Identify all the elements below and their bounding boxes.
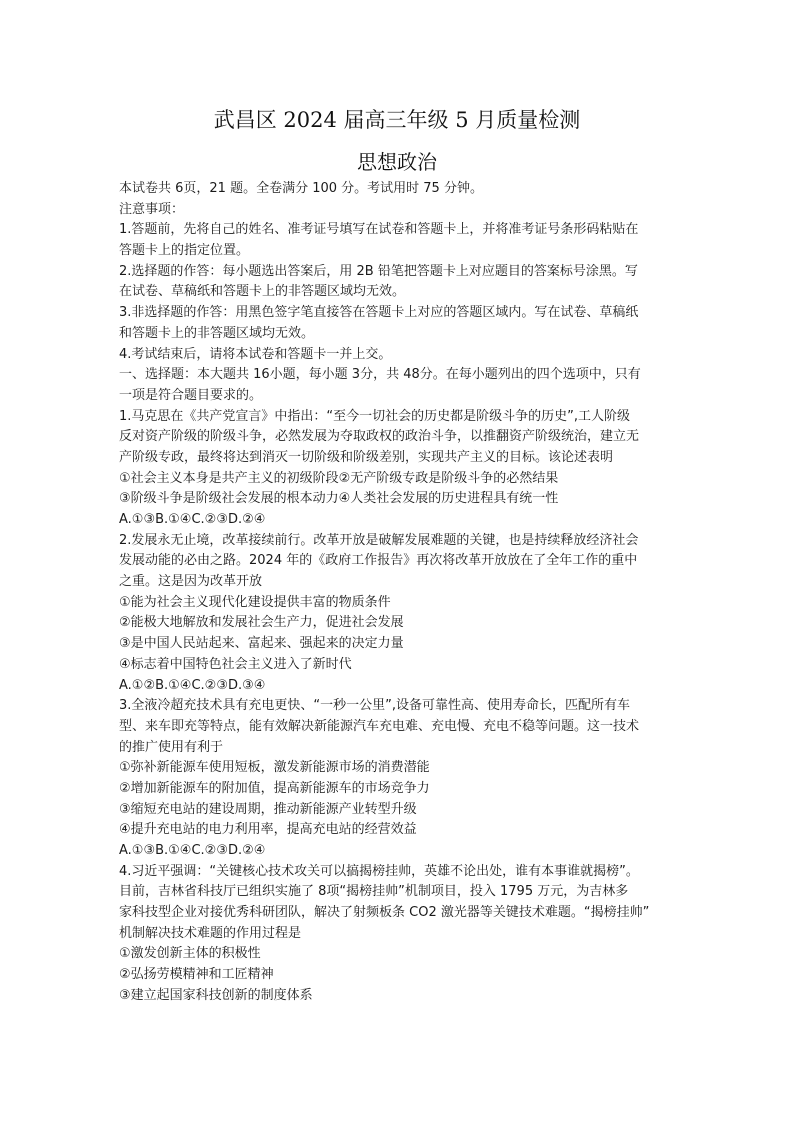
question-3-option: ③缩短充电站的建设周期，推动新能源产业转型升级 [119, 801, 417, 817]
section-heading: 一项是符合题目要求的。 [119, 387, 263, 403]
section-heading: 一、选择题：本大题共 16小题，每小题 3分，共 48分。在每小题列出的四个选项中，只有 [119, 367, 641, 383]
question-1-options: ①社会主义本身是共产主义的初级阶段②无产阶级专政是阶级斗争的必然结果 [119, 470, 559, 486]
question-3-option: ④提升充电站的电力利用率，提高充电站的经营效益 [119, 822, 417, 838]
subject-title: 思想政治 [357, 150, 437, 174]
question-2-option: ①能为社会主义现代化建设提供丰富的物质条件 [119, 594, 391, 610]
exam-info: 本试卷共 6页，21 题。全卷满分 100 分。考试用时 75 分钟。 [119, 181, 483, 196]
question-2-stem: 之重。这是因为改革开放 [119, 574, 263, 590]
question-2-option: ②能极大地解放和发展社会生产力，促进社会发展 [119, 615, 404, 631]
question-2-option: ④标志着中国特色社会主义进入了新时代 [119, 656, 352, 672]
notice-item: 答题卡上的指定位置。 [119, 243, 250, 259]
question-1-stem: 产阶级专政，最终将达到消灭一切阶级和阶级差别，实现共产主义的目标。该论述表明 [119, 449, 614, 465]
question-2-option: ③是中国人民站起来、富起来、强起来的决定力量 [119, 636, 404, 652]
question-4-option: ①激发创新主体的积极性 [119, 946, 261, 962]
notice-item: 4.考试结束后，请将本试卷和答题卡一并上交。 [119, 346, 392, 362]
question-1-options: ③阶级斗争是阶级社会发展的根本动力④人类社会发展的历史进程具有统一性 [119, 491, 559, 507]
question-3-stem: 3.全液冷超充技术具有充电更快、“一秒一公里”,设备可靠性高、使用寿命长，匹配所有车 [119, 698, 631, 714]
question-4-stem: 目前，吉林省科技厅已组织实施了 8项“揭榜挂帅”机制项目，投入 1795 万元，为吉林多 [119, 884, 629, 900]
notice-heading: 注意事项： [119, 201, 185, 217]
question-3-stem: 的推广使用有利于 [119, 739, 224, 755]
exam-body [119, 179, 679, 1007]
exam-title: 武昌区 2024 届高三年级 5 月质量检测 [213, 108, 581, 132]
question-4-stem: 家科技型企业对接优秀科研团队，解决了射频板条 CO2 激光器等关键技术难题。“揭榜挂帅” [119, 905, 650, 921]
notice-item: 在试卷、草稿纸和答题卡上的非答题区域均无效。 [119, 284, 406, 300]
notice-item: 1.答题前，先将自己的姓名、准考证号填写在试卷和答题卡上，并将准考证号条形码粘贴在 [119, 222, 639, 238]
question-1-stem: 反对资产阶级的阶级斗争，必然发展为夺取政权的政治斗争，以推翻资产阶级统治，建立无 [119, 429, 640, 445]
question-1-answers: A.①③B.①④C.②③D.②④ [119, 512, 266, 527]
question-4-option: ③建立起国家科技创新的制度体系 [119, 987, 313, 1003]
question-1-stem: 1.马克思在《共产党宣言》中指出：“至今一切社会的历史都是阶级斗争的历史”,工人阶级 [119, 408, 631, 424]
question-2-stem: 2.发展永无止境，改革接续前行。改革开放是破解发展难题的关键，也是持续释放经济社会 [119, 532, 639, 548]
question-4-stem: 4.习近平强调：“关键核心技术攻关可以搞揭榜挂帅，英雄不论出处，谁有本事谁就揭榜”。 [119, 863, 639, 879]
notice-item: 2.选择题的作答：每小题选出答案后，用 2B 铅笔把答题卡上对应题目的答案标号涂黑。写 [119, 263, 638, 279]
question-2-answers: A.①②B.①④C.②③D.③④ [119, 677, 266, 693]
question-3-stem: 型、来车即充等特点，能有效解决新能源汽车充电难、充电慢、充电不稳等问题。这一技术 [119, 718, 640, 734]
question-3-option: ①弥补新能源车使用短板，激发新能源市场的消费潜能 [119, 760, 430, 776]
notice-item: 3.非选择题的作答：用黑色签字笔直接答在答题卡上对应的答题区域内。写在试卷、草稿纸 [119, 305, 639, 321]
notice-item: 和答题卡上的非答题区域均无效。 [119, 325, 315, 341]
question-2-stem: 发展动能的必由之路。2024 年的《政府工作报告》再次将改革开放放在了全年工作的重中 [119, 553, 638, 569]
question-3-answers: A.①③B.①④C.②③D.②④ [119, 843, 266, 858]
question-4-stem: 机制解决技术难题的作用过程是 [119, 925, 302, 941]
question-4-option: ②弘扬劳模精神和工匠精神 [119, 967, 274, 983]
question-3-option: ②增加新能源车的附加值，提高新能源车的市场竞争力 [119, 780, 430, 796]
